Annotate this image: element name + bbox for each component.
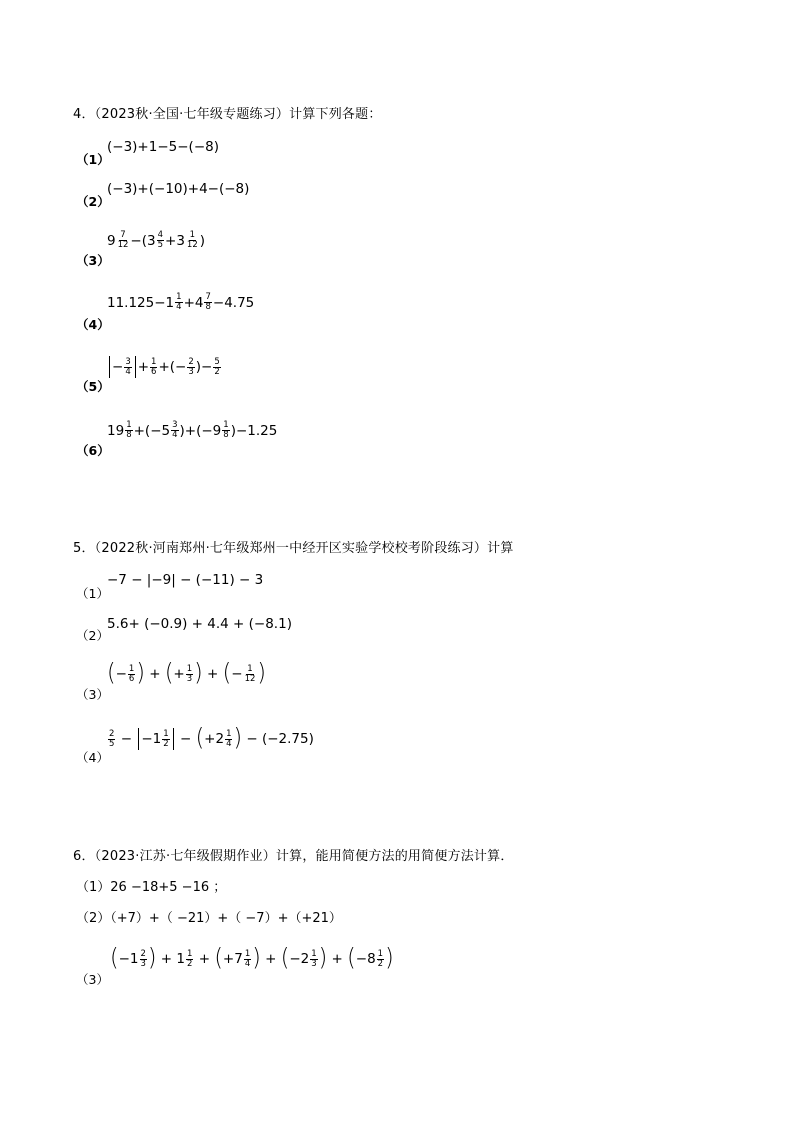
q4-label-1: （1） xyxy=(76,152,110,167)
q5-p4-frac-2-num: 1 xyxy=(226,728,232,739)
q5-p4-paren-close: ) xyxy=(233,724,243,753)
q4-p5-frac-3-num: 2 xyxy=(188,356,194,367)
q6-p3-frac-4-num: 1 xyxy=(311,948,317,959)
q4-p6-frac-3 xyxy=(222,421,229,440)
q4-problem-6 xyxy=(107,421,277,440)
q4-p3-frac-2 xyxy=(157,231,164,250)
q4-p5-frac-4 xyxy=(213,358,220,377)
q6-p3-frac-1-den: 3 xyxy=(140,958,146,969)
q4-p4-frac-1 xyxy=(175,293,182,312)
q6-p3-frac-5-den: 2 xyxy=(377,958,384,969)
q6-p3-paren-4-close: ) xyxy=(385,944,394,973)
q6-p3-paren-3-close: ) xyxy=(318,944,328,973)
q5-p3-paren-2-close: ) xyxy=(194,659,203,688)
q5-p3-frac-3-num: 1 xyxy=(247,663,253,674)
q5-p4-frac-1 xyxy=(162,730,169,749)
q4-label-5: （5） xyxy=(76,379,110,394)
q6-label-3: （3） xyxy=(76,972,109,987)
q6-p3-paren-2-open: ( xyxy=(214,944,223,973)
q4-p5-frac-3 xyxy=(187,358,194,377)
q6-p3-paren-3-open: ( xyxy=(280,944,290,973)
q5-p4-frac-0-den: 5 xyxy=(109,738,115,749)
q5-p4-abs-close xyxy=(173,728,174,750)
q5-problem-1: −7 − |−9| − (−11) − 3 xyxy=(107,572,264,588)
q5-label-2: （2） xyxy=(76,628,109,643)
q4-p3-frac-1-den: 12 xyxy=(117,240,129,250)
q5-p4-paren-open: ( xyxy=(195,724,205,753)
q6-p3-frac-4 xyxy=(310,950,317,969)
q4-p4-frac-1-den: 4 xyxy=(176,302,182,312)
q4-p6-t0: 19 xyxy=(107,422,125,439)
q4-p6-frac-2-num: 3 xyxy=(172,420,178,430)
q5-p3-paren-3-close: ) xyxy=(257,659,266,688)
q4-p6-t1: +(−5 xyxy=(133,422,171,439)
q5-p3-paren-1-open: ( xyxy=(107,659,116,688)
q5-p4-a: − xyxy=(116,731,137,747)
q5-p3-frac-2-den: 3 xyxy=(186,673,193,684)
q4-p3-frac-3-num: 1 xyxy=(189,230,196,240)
q6-p3-frac-2-num: 1 xyxy=(187,948,193,959)
q6-p3-frac-1-num: 2 xyxy=(140,948,146,959)
q4-p4-frac-2-num: 7 xyxy=(205,292,211,302)
q4-p6-t2: )+(−9 xyxy=(179,422,222,439)
q4-p3-frac-2-den: 5 xyxy=(157,240,164,250)
q4-p3-frac-3 xyxy=(186,231,199,250)
q5-p3-frac-3-den: 12 xyxy=(244,673,256,684)
q4-p5-abs-open xyxy=(109,356,110,378)
q5-p4-frac-2 xyxy=(225,730,232,749)
q5-p3-frac-1 xyxy=(128,665,135,684)
q4-p6-frac-2-den: 4 xyxy=(172,430,178,440)
q4-label-6: （6） xyxy=(76,443,110,458)
q4-problem-2: (−3)+(−10)+4−(−8) xyxy=(107,181,250,197)
q6-p3-frac-4-den: 3 xyxy=(311,958,317,969)
q4-p3-frac-2-num: 4 xyxy=(157,230,164,240)
q6-p3-frac-3-num: 1 xyxy=(244,948,251,959)
q6-p3-frac-5-num: 1 xyxy=(377,948,384,959)
q4-p3-frac-3-den: 12 xyxy=(186,240,198,250)
q5-p3-e: − xyxy=(231,666,243,682)
q4-p5-frac-1-den: 4 xyxy=(125,366,131,377)
q4-p4-frac-1-num: 1 xyxy=(176,292,182,302)
q6-p3-paren-4-open: ( xyxy=(347,944,356,973)
q4-p5-abs-close xyxy=(135,356,136,378)
q6-p3-b: + 1 xyxy=(156,951,185,967)
q6-problem-3 xyxy=(110,944,394,973)
q5-problem-2: 5.6+ (−0.9) + 4.4 + (−8.1) xyxy=(107,616,292,632)
q4-label-4: （4） xyxy=(76,317,110,332)
q4-p4-frac-2-den: 8 xyxy=(205,302,211,312)
q4-p5-frac-2 xyxy=(150,358,157,377)
q4-p6-frac-1-num: 1 xyxy=(126,420,132,430)
q6-p3-frac-3 xyxy=(244,950,251,969)
q4-p4-t0: 11.125−1 xyxy=(107,294,175,311)
q4-label-2: （2） xyxy=(76,194,110,209)
q6-p3-c: + xyxy=(194,951,215,967)
q4-p6-frac-3-num: 1 xyxy=(223,420,229,430)
q5-p4-e: − (−2.75) xyxy=(242,731,314,747)
q4-p5-t1: + xyxy=(137,359,150,375)
q6-p3-frac-3-den: 4 xyxy=(244,958,251,969)
q4-problem-3 xyxy=(107,231,205,250)
q5-problem-4 xyxy=(107,724,314,753)
q4-p5-frac-4-num: 5 xyxy=(214,356,220,367)
q5-problem-3 xyxy=(107,659,266,688)
q4-p5-frac-2-num: 1 xyxy=(151,356,157,367)
q6-p3-frac-5 xyxy=(377,950,384,969)
q6-p3-paren-1-open: ( xyxy=(110,944,119,973)
q4-p6-frac-1 xyxy=(125,421,132,440)
q5-p3-paren-1-close: ) xyxy=(136,659,145,688)
q5-p3-paren-2-open: ( xyxy=(164,659,174,688)
q6-p3-d: +7 xyxy=(222,951,243,967)
q5-p3-a: − xyxy=(115,666,127,682)
q4-p4-t1: +4 xyxy=(183,294,204,311)
q4-p3-t0: 9 xyxy=(107,232,116,249)
q4-p5-t3: )− xyxy=(195,359,213,375)
q5-p3-frac-1-num: 1 xyxy=(128,663,135,674)
q5-p4-abs-open xyxy=(138,728,139,750)
q5-p4-c: − xyxy=(175,731,196,747)
q4-p4-t2: −4.75 xyxy=(212,294,255,311)
q6-p3-paren-1-close: ) xyxy=(147,944,157,973)
q5-label-4: （4） xyxy=(76,750,109,765)
q5-p3-frac-1-den: 6 xyxy=(128,673,135,684)
q5-p4-frac-2-den: 4 xyxy=(226,738,232,749)
q6-p3-paren-2-close: ) xyxy=(252,944,261,973)
q6-problem-2: （2）（+7）+（ −21）+（ −7）+（+21） xyxy=(76,911,342,926)
q6-p3-h: + xyxy=(327,951,348,967)
q4-problem-1: (−3)+1−5−(−8) xyxy=(107,139,219,155)
q4-problem-5 xyxy=(107,356,222,378)
q6-p3-frac-2 xyxy=(186,950,193,969)
q5-p4-d: +2 xyxy=(204,731,225,747)
question-4-header: 4．（2023秋·全国·七年级专题练习）计算下列各题： xyxy=(73,107,382,122)
q5-p4-frac-0 xyxy=(108,730,115,749)
q5-p3-frac-2-num: 1 xyxy=(186,663,193,674)
q4-p5-t0: − xyxy=(112,359,124,375)
q4-p6-t3: )−1.25 xyxy=(230,422,278,439)
q4-p6-frac-1-den: 8 xyxy=(126,430,132,440)
q4-p6-frac-3-den: 8 xyxy=(223,430,229,440)
q4-p3-t3: ) xyxy=(199,232,206,249)
question-5-header: 5．（2022秋·河南郑州·七年级郑州一中经开区实验学校校考阶段练习）计算 xyxy=(73,541,514,556)
q4-p3-t1: −(3 xyxy=(130,232,156,249)
q4-p5-frac-2-den: 6 xyxy=(151,366,157,377)
q6-p3-a: −1 xyxy=(118,951,139,967)
q4-problem-4 xyxy=(107,293,254,312)
q5-p3-frac-3 xyxy=(244,665,257,684)
q6-p3-e: + xyxy=(260,951,281,967)
q6-p3-i: −8 xyxy=(355,951,376,967)
q4-p5-frac-3-den: 3 xyxy=(188,366,194,377)
q4-label-3: （3） xyxy=(76,253,110,268)
q4-p5-frac-1-num: 3 xyxy=(125,356,131,367)
q5-p3-d: + xyxy=(202,666,223,682)
question-6-header: 6．（2023·江苏·七年级假期作业）计算，能用简便方法的用简便方法计算． xyxy=(73,849,514,864)
q4-p3-t2: +3 xyxy=(165,232,185,249)
q5-p3-b: + xyxy=(144,666,165,682)
q4-p5-frac-1 xyxy=(124,358,131,377)
q5-p3-paren-3-open: ( xyxy=(222,659,232,688)
q5-p3-frac-2 xyxy=(186,665,193,684)
q5-label-3: （3） xyxy=(76,687,109,702)
q6-p3-frac-1 xyxy=(140,950,147,969)
q6-problem-1: （1）26 −18+5 −16 ； xyxy=(76,880,227,895)
q5-p4-frac-0-num: 2 xyxy=(109,728,115,739)
q5-p3-c: + xyxy=(173,666,185,682)
q4-p5-frac-4-den: 2 xyxy=(214,366,220,377)
q5-label-1: （1） xyxy=(76,586,109,601)
q4-p5-t2: +(− xyxy=(158,359,187,375)
q4-p6-frac-2 xyxy=(171,421,178,440)
q6-p3-frac-2-den: 2 xyxy=(187,958,193,969)
q4-p4-frac-2 xyxy=(204,293,211,312)
q5-p4-frac-1-num: 1 xyxy=(163,728,169,739)
q5-p4-frac-1-den: 2 xyxy=(163,738,169,749)
q4-p3-frac-1-num: 7 xyxy=(120,230,126,240)
q5-p4-b: −1 xyxy=(141,731,162,747)
q6-p3-g: −2 xyxy=(289,951,310,967)
q4-p3-frac-1 xyxy=(117,231,130,250)
